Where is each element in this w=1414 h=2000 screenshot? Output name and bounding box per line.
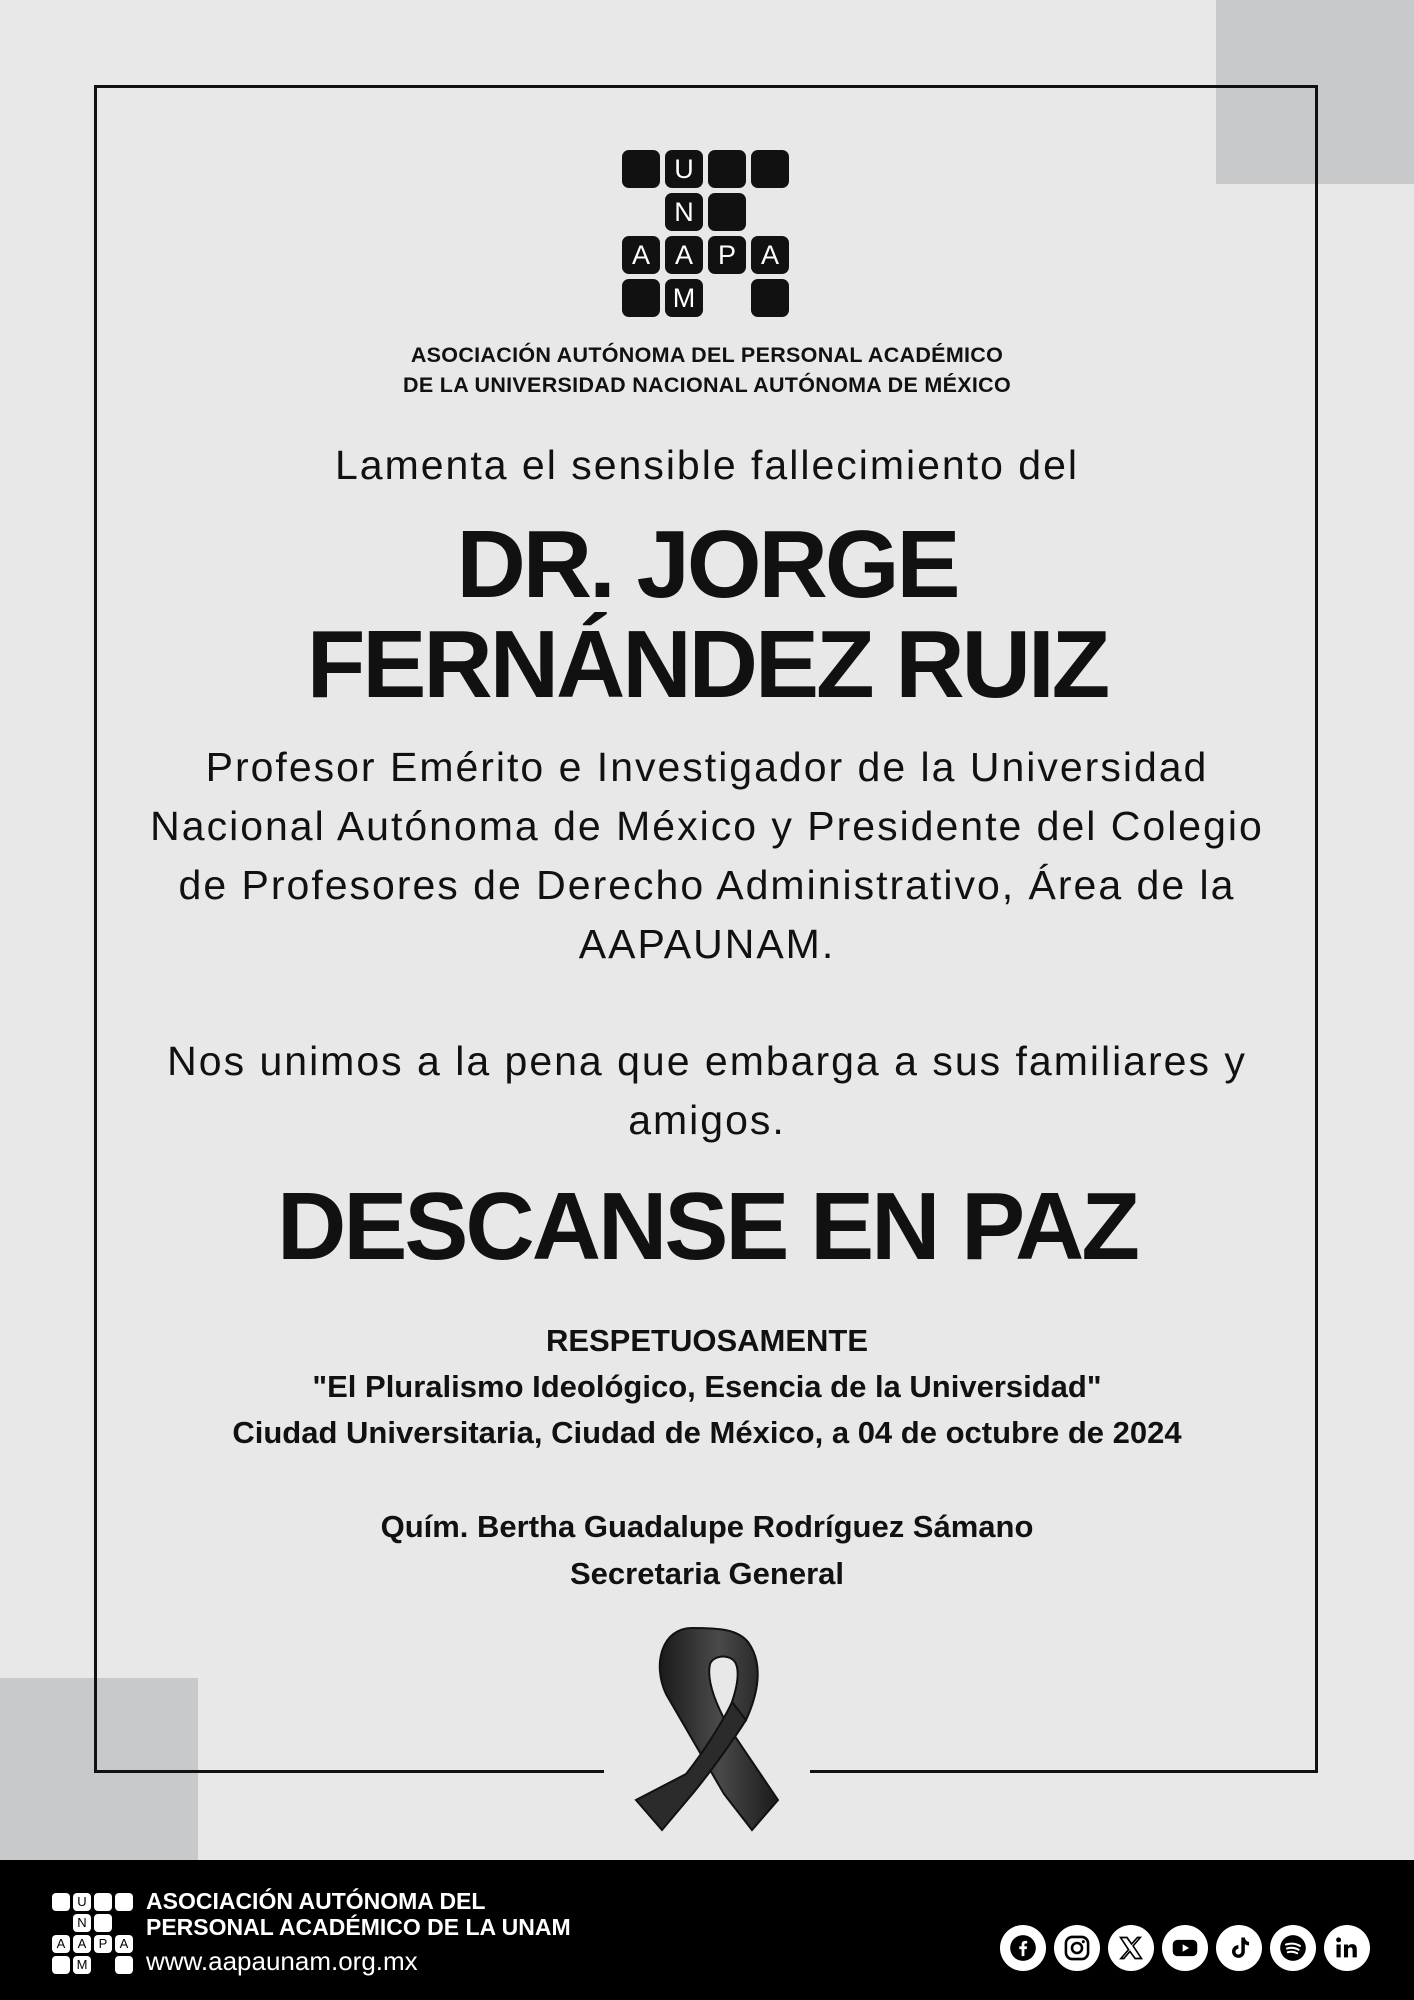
logo-letter: U <box>73 1893 91 1911</box>
logo-letter: A <box>665 236 703 274</box>
deceased-description: Profesor Emérito e Investigador de la Universidad Nacional Autónoma de México y Presidente del Colegio de Profesores de Derecho Administrativo, Área de la AAPAUNAM. <box>150 744 1264 967</box>
signer-title: Secretaria General <box>569 1556 844 1591</box>
logo-letter: P <box>94 1935 112 1953</box>
place-date: Ciudad Universitaria, Ciudad de México, a 04 de octubre de 2024 <box>232 1415 1182 1450</box>
linkedin-icon[interactable] <box>1324 1925 1370 1971</box>
website-link[interactable]: www.aapaunam.org.mx <box>146 1946 418 1976</box>
deceased-name <box>150 511 1264 718</box>
spotify-icon[interactable] <box>1270 1925 1316 1971</box>
logo-letter: A <box>622 236 660 274</box>
x-icon[interactable] <box>1108 1925 1154 1971</box>
signature-block <box>150 1503 1264 1597</box>
logo-letter: A <box>52 1935 70 1953</box>
logo-letter: U <box>665 150 703 188</box>
mourning-ribbon-icon <box>632 1624 782 1836</box>
respectfully-label: RESPETUOSAMENTE <box>545 1323 869 1358</box>
notice-intro: Lamenta el sensible fallecimiento del <box>334 442 1080 488</box>
logo-letter: M <box>665 279 703 317</box>
youtube-icon[interactable] <box>1162 1925 1208 1971</box>
footer-org-name <box>146 1888 571 1940</box>
logo-letter: A <box>73 1935 91 1953</box>
org-header-line1: ASOCIACIÓN AUTÓNOMA DEL PERSONAL ACADÉMICO <box>410 343 1004 367</box>
logo-letter: P <box>708 236 746 274</box>
closing-block <box>150 1318 1264 1456</box>
logo-letter: M <box>73 1956 91 1974</box>
condolence-message: Nos unimos a la pena que embarga a sus familiares y amigos. <box>167 1038 1247 1143</box>
logo-letter: A <box>115 1935 133 1953</box>
instagram-icon[interactable] <box>1054 1925 1100 1971</box>
logo-letter: A <box>751 236 789 274</box>
organization-header <box>200 340 1214 400</box>
footer-org-line1: ASOCIACIÓN AUTÓNOMA DEL <box>146 1888 486 1914</box>
footer-org-line2: PERSONAL ACADÉMICO DE LA UNAM <box>146 1914 571 1940</box>
motto: "El Pluralismo Ideológico, Esencia de la Universidad" <box>312 1369 1102 1404</box>
deceased-name-line1: DR. JORGE <box>456 511 958 618</box>
aapaunam-logo <box>622 150 790 318</box>
signer-name: Quím. Bertha Guadalupe Rodríguez Sámano <box>380 1509 1034 1544</box>
social-links <box>1000 1925 1370 1971</box>
rest-in-peace-heading: DESCANSE EN PAZ <box>276 1173 1137 1280</box>
tiktok-icon[interactable] <box>1216 1925 1262 1971</box>
footer <box>0 1860 1414 2000</box>
org-header-line2: DE LA UNIVERSIDAD NACIONAL AUTÓNOMA DE MÉXICO <box>403 373 1011 397</box>
logo-letter: N <box>73 1914 91 1932</box>
facebook-icon[interactable] <box>1000 1925 1046 1971</box>
footer-logo <box>52 1893 132 1973</box>
logo-letter: N <box>665 193 703 231</box>
deceased-name-line2: FERNÁNDEZ RUIZ <box>306 611 1108 718</box>
